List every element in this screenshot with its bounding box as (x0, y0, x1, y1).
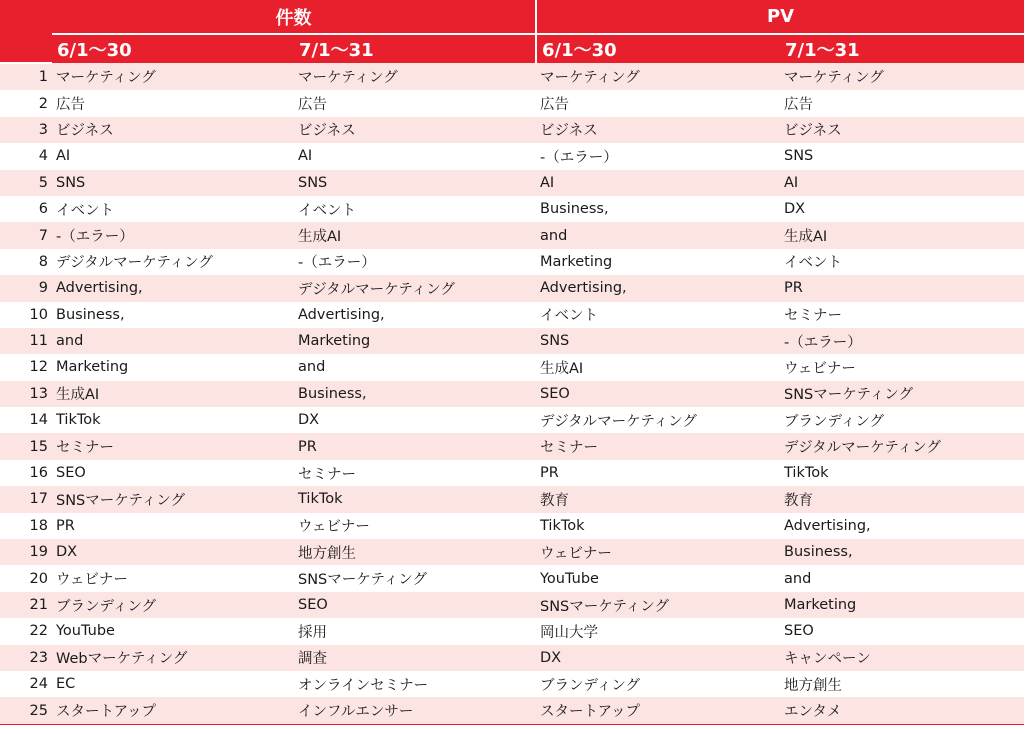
pv-jun-cell: セミナー (536, 433, 780, 459)
table-row (0, 592, 1024, 618)
table-row (0, 460, 1024, 486)
rank-cell: 8 (0, 249, 52, 275)
rank-cell: 15 (0, 433, 52, 459)
rank-cell: 20 (0, 565, 52, 591)
group-header-pv: PV (536, 0, 1024, 34)
pv-jul-cell: キャンペーン (780, 645, 1024, 671)
table-row (0, 117, 1024, 143)
group-header-count: 件数 (52, 0, 536, 34)
count-jun-cell: ブランディング (52, 592, 294, 618)
pv-jun-cell: SNS (536, 328, 780, 354)
table-row (0, 645, 1024, 671)
column-header-count-jul: 7/1～31 (294, 34, 536, 63)
table-row (0, 143, 1024, 169)
rank-cell: 24 (0, 671, 52, 697)
count-jul-cell: SNSマーケティング (294, 565, 536, 591)
pv-jun-cell: 教育 (536, 486, 780, 512)
count-jul-cell: DX (294, 407, 536, 433)
count-jun-cell: イベント (52, 196, 294, 222)
count-jul-cell: マーケティング (294, 63, 536, 90)
count-jul-cell: 地方創生 (294, 539, 536, 565)
table-row (0, 90, 1024, 116)
column-header-pv-jun: 6/1～30 (536, 34, 780, 63)
table-row (0, 328, 1024, 354)
table-row (0, 433, 1024, 459)
count-jul-cell: SNS (294, 170, 536, 196)
count-jul-cell: ビジネス (294, 117, 536, 143)
pv-jun-cell: 生成AI (536, 354, 780, 380)
count-jul-cell: SEO (294, 592, 536, 618)
rank-cell: 17 (0, 486, 52, 512)
table-row (0, 222, 1024, 248)
count-jul-cell: 生成AI (294, 222, 536, 248)
count-jul-cell: Advertising, (294, 302, 536, 328)
count-jul-cell: ウェビナー (294, 513, 536, 539)
table-row (0, 381, 1024, 407)
count-jun-cell: Advertising, (52, 275, 294, 301)
pv-jun-cell: スタートアップ (536, 697, 780, 724)
count-jun-cell: SNSマーケティング (52, 486, 294, 512)
pv-jul-cell: エンタメ (780, 697, 1024, 724)
pv-jul-cell: ビジネス (780, 117, 1024, 143)
count-jul-cell: オンラインセミナー (294, 671, 536, 697)
rank-cell: 13 (0, 381, 52, 407)
table-row (0, 170, 1024, 196)
rank-cell: 21 (0, 592, 52, 618)
column-header-pv-jul: 7/1～31 (780, 34, 1024, 63)
count-jun-cell: Webマーケティング (52, 645, 294, 671)
pv-jun-cell: and (536, 222, 780, 248)
rank-cell: 14 (0, 407, 52, 433)
table-row (0, 196, 1024, 222)
pv-jul-cell: Marketing (780, 592, 1024, 618)
pv-jun-cell: 広告 (536, 90, 780, 116)
pv-jun-cell: イベント (536, 302, 780, 328)
rank-cell: 7 (0, 222, 52, 248)
count-jun-cell: -（エラー） (52, 222, 294, 248)
pv-jul-cell: TikTok (780, 460, 1024, 486)
count-jun-cell: Marketing (52, 354, 294, 380)
pv-jul-cell: -（エラー） (780, 328, 1024, 354)
count-jul-cell: 調査 (294, 645, 536, 671)
rank-cell: 3 (0, 117, 52, 143)
count-jul-cell: TikTok (294, 486, 536, 512)
pv-jul-cell: イベント (780, 249, 1024, 275)
rank-cell: 5 (0, 170, 52, 196)
count-jul-cell: セミナー (294, 460, 536, 486)
pv-jul-cell: Advertising, (780, 513, 1024, 539)
table-row (0, 302, 1024, 328)
pv-jul-cell: and (780, 565, 1024, 591)
pv-jul-cell: 広告 (780, 90, 1024, 116)
table-body (0, 63, 1024, 724)
count-jun-cell: and (52, 328, 294, 354)
pv-jun-cell: DX (536, 645, 780, 671)
count-jun-cell: 生成AI (52, 381, 294, 407)
pv-jun-cell: PR (536, 460, 780, 486)
count-jun-cell: 広告 (52, 90, 294, 116)
pv-jun-cell: 岡山大学 (536, 618, 780, 644)
count-jun-cell: DX (52, 539, 294, 565)
count-jun-cell: デジタルマーケティング (52, 249, 294, 275)
table-row (0, 671, 1024, 697)
pv-jun-cell: AI (536, 170, 780, 196)
count-jun-cell: ウェビナー (52, 565, 294, 591)
count-jun-cell: TikTok (52, 407, 294, 433)
rank-cell: 4 (0, 143, 52, 169)
pv-jul-cell: マーケティング (780, 63, 1024, 90)
pv-jul-cell: PR (780, 275, 1024, 301)
rank-cell: 6 (0, 196, 52, 222)
rank-cell: 10 (0, 302, 52, 328)
count-jul-cell: 広告 (294, 90, 536, 116)
count-jun-cell: PR (52, 513, 294, 539)
pv-jun-cell: Business, (536, 196, 780, 222)
rank-cell: 9 (0, 275, 52, 301)
pv-jun-cell: YouTube (536, 565, 780, 591)
count-jul-cell: Business, (294, 381, 536, 407)
table-row (0, 513, 1024, 539)
pv-jul-cell: SEO (780, 618, 1024, 644)
rank-cell: 25 (0, 697, 52, 724)
rank-cell: 1 (0, 63, 52, 90)
rank-cell: 11 (0, 328, 52, 354)
table-row (0, 63, 1024, 90)
count-jun-cell: EC (52, 671, 294, 697)
column-header-count-jun: 6/1～30 (52, 34, 294, 63)
count-jun-cell: ビジネス (52, 117, 294, 143)
rank-cell: 23 (0, 645, 52, 671)
count-jun-cell: YouTube (52, 618, 294, 644)
count-jun-cell: Business, (52, 302, 294, 328)
pv-jul-cell: デジタルマーケティング (780, 433, 1024, 459)
pv-jun-cell: ブランディング (536, 671, 780, 697)
pv-jun-cell: ビジネス (536, 117, 780, 143)
count-jun-cell: SEO (52, 460, 294, 486)
pv-jun-cell: デジタルマーケティング (536, 407, 780, 433)
pv-jul-cell: 地方創生 (780, 671, 1024, 697)
count-jul-cell: -（エラー） (294, 249, 536, 275)
count-jun-cell: SNS (52, 170, 294, 196)
count-jun-cell: セミナー (52, 433, 294, 459)
pv-jul-cell: SNSマーケティング (780, 381, 1024, 407)
rank-cell: 19 (0, 539, 52, 565)
table-row (0, 407, 1024, 433)
pv-jul-cell: 生成AI (780, 222, 1024, 248)
rank-cell: 22 (0, 618, 52, 644)
count-jul-cell: Marketing (294, 328, 536, 354)
count-jul-cell: 採用 (294, 618, 536, 644)
count-jul-cell: イベント (294, 196, 536, 222)
count-jul-cell: and (294, 354, 536, 380)
pv-jul-cell: 教育 (780, 486, 1024, 512)
pv-jul-cell: ブランディング (780, 407, 1024, 433)
pv-jul-cell: AI (780, 170, 1024, 196)
count-jun-cell: AI (52, 143, 294, 169)
rank-cell: 2 (0, 90, 52, 116)
rank-cell: 12 (0, 354, 52, 380)
table-row (0, 565, 1024, 591)
table-header (0, 0, 1024, 63)
count-jun-cell: スタートアップ (52, 697, 294, 724)
count-jul-cell: デジタルマーケティング (294, 275, 536, 301)
count-jul-cell: AI (294, 143, 536, 169)
pv-jul-cell: Business, (780, 539, 1024, 565)
pv-jul-cell: セミナー (780, 302, 1024, 328)
table-row (0, 618, 1024, 644)
pv-jul-cell: SNS (780, 143, 1024, 169)
pv-jun-cell: Advertising, (536, 275, 780, 301)
pv-jun-cell: TikTok (536, 513, 780, 539)
pv-jul-cell: ウェビナー (780, 354, 1024, 380)
count-jun-cell: マーケティング (52, 63, 294, 90)
rank-header-corner (0, 0, 52, 63)
pv-jun-cell: SNSマーケティング (536, 592, 780, 618)
table-row (0, 486, 1024, 512)
pv-jun-cell: ウェビナー (536, 539, 780, 565)
pv-jun-cell: Marketing (536, 249, 780, 275)
rank-cell: 18 (0, 513, 52, 539)
table-row (0, 275, 1024, 301)
pv-jun-cell: マーケティング (536, 63, 780, 90)
pv-jun-cell: -（エラー） (536, 143, 780, 169)
table-row (0, 697, 1024, 724)
pv-jun-cell: SEO (536, 381, 780, 407)
rank-cell: 16 (0, 460, 52, 486)
count-jul-cell: インフルエンサー (294, 697, 536, 724)
pv-jul-cell: DX (780, 196, 1024, 222)
table-row (0, 354, 1024, 380)
table-row (0, 249, 1024, 275)
table-row (0, 539, 1024, 565)
count-jul-cell: PR (294, 433, 536, 459)
